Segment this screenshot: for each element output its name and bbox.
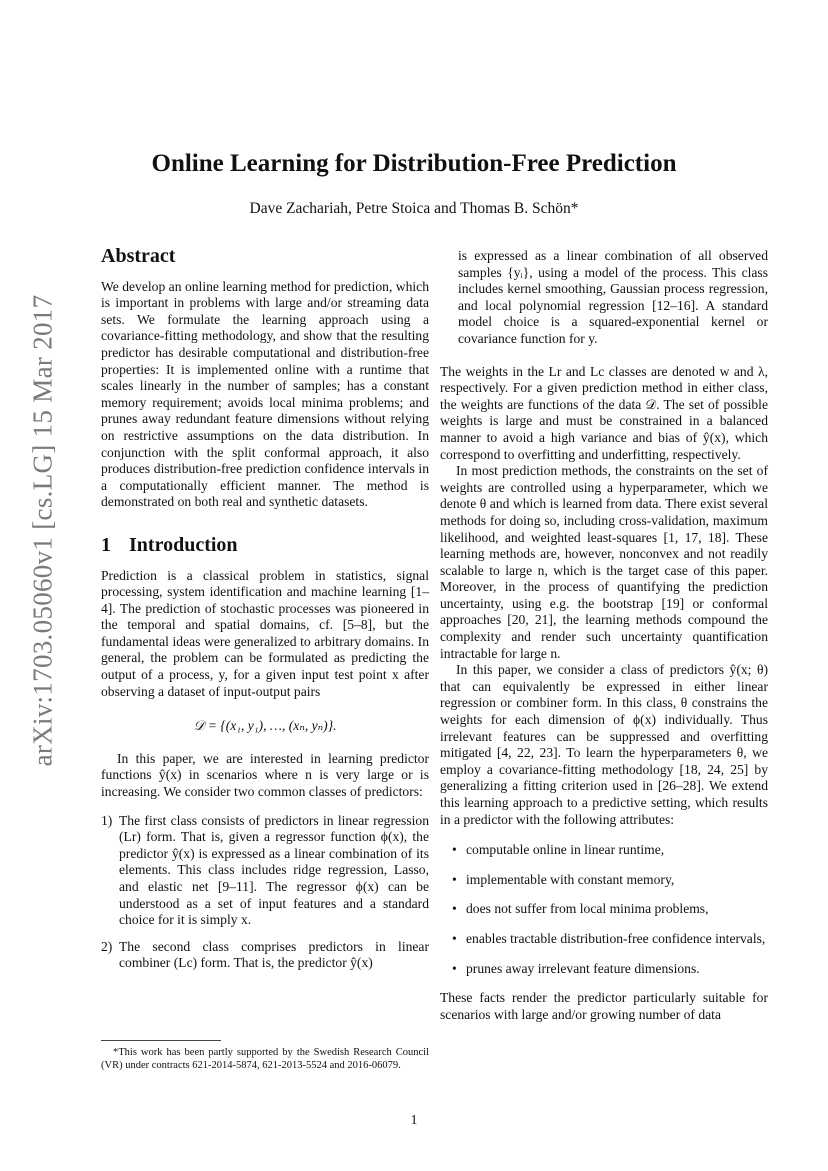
bullet-text: does not suffer from local minima problems, xyxy=(466,901,709,917)
list-item xyxy=(101,939,429,972)
bullet-text: implementable with constant memory, xyxy=(466,871,675,887)
right-paragraph-4: These facts render the predictor particularly suitable for scenarios with large and/or growing number of data xyxy=(440,990,768,1022)
bullet-marker: • xyxy=(452,871,457,887)
left-column xyxy=(101,245,429,982)
section-number: 1 xyxy=(101,533,111,556)
list-item-number: 1) xyxy=(101,812,113,828)
bullet-text: enables tractable distribution-free confidence intervals, xyxy=(466,930,766,946)
list-item-number: 2) xyxy=(101,938,113,954)
bullet-item xyxy=(440,872,768,889)
abstract-text: We develop an online learning method for prediction, which is important in problems with large and/or streaming data sets. We formulate the learning approach using a covariance-fitting methodology, and show that the resulting predictor has desirable computational and distribution-free properties: It is implemented online with a runtime that scales linearly in the number of samples; has a constant memory requirement; avoids local minima problems; and prunes away redundant feature dimensions without relying on restrictive assumptions on the data distribution. In conjunction with the split conformal approach, it also produces distribution-free prediction confidence intervals in a computationally efficient manner. The method is demonstrated on both real and synthetic datasets. xyxy=(101,278,429,510)
bullet-marker: • xyxy=(452,901,457,917)
dataset-equation: 𝒟 = {(x₁, y₁), …, (xₙ, yₙ)}. xyxy=(193,718,337,734)
bullet-text: computable online in linear runtime, xyxy=(466,842,665,858)
right-paragraph-1: The weights in the Lr and Lc classes are denoted w and λ, respectively. For a given prediction method in either class, the weights are functions of the data 𝒟. The set of possible weights is large and must be constrained in a balanced manner to avoid a high variance and bias of ŷ(x), which correspond to overfitting and underfitting, respectively. xyxy=(440,363,768,462)
arxiv-identifier xyxy=(26,120,60,940)
paper-authors: Dave Zachariah, Petre Stoica and Thomas B. Schön* xyxy=(249,200,579,217)
list-item-text: The second class comprises predictors in linear combiner (Lc) form. That is, the predictor ŷ(x) xyxy=(119,938,429,971)
introduction-heading xyxy=(101,533,429,556)
list-continuation: is expressed as a linear combination of all observed samples {yᵢ}, using a model of the process. This class includes kernel smoothing, Gaussian process regression, and local polynomial regression [12–16]. A standard model choice is a squared-exponential kernel or covariance function for y. xyxy=(458,248,768,346)
bullet-item xyxy=(440,961,768,978)
bullet-text: prunes away irrelevant feature dimensions. xyxy=(466,960,700,976)
bullet-item xyxy=(440,931,768,948)
page-number: 1 xyxy=(410,1112,418,1127)
list-item xyxy=(101,813,429,929)
bullet-item xyxy=(440,901,768,918)
bullet-marker: • xyxy=(452,930,457,946)
footnote-rule xyxy=(101,1040,221,1041)
paper-title: Online Learning for Distribution-Free Prediction xyxy=(151,150,677,177)
attribute-bullet-list xyxy=(440,842,768,977)
abstract-heading: Abstract xyxy=(101,245,176,267)
right-paragraph-3: In this paper, we consider a class of predictors ŷ(x; θ) that can equivalently be expressed in either linear regression or combiner form. In this class, θ constrains the weights for each dimension of ϕ(x) individually. Thus irrelevant features can be suppressed and overfitting mitigated [4, 22, 23]. To learn the hyperparameters θ, we employ a covariance-fitting methodology [18, 24, 25] by generalizing a fitting criterion used in [26–28]. We extend this learning approach to a predictive setting, which results in a predictor with the following attributes: xyxy=(440,662,768,827)
footnote xyxy=(101,1040,429,1072)
bullet-marker: • xyxy=(452,960,457,976)
section-title: Introduction xyxy=(129,533,238,556)
list-item-text: The first class consists of predictors in linear regression (Lr) form. That is, given a regressor function ϕ(x), the predictor ŷ(x) is expressed as a linear combination of its elements. This class includes ridge regression, Lasso, and elastic net [9–11]. The regressor ϕ(x) can be understood as a set of input features and a standard choice for it is simply x. xyxy=(119,812,429,928)
bullet-item xyxy=(440,842,768,859)
bullet-marker: • xyxy=(452,842,457,858)
intro-paragraph-1: Prediction is a classical problem in statistics, signal processing, system identification and machine learning [1–4]. The prediction of stochastic processes was pioneered in the temporal and spatial domains, cf. [5–8], but the fundamental ideas were generalized to arbitrary domains. In general, the problem can be formulated as predicting the output of a process, y, for a given input test point x after observing a dataset of input-output pairs xyxy=(101,567,429,699)
right-column xyxy=(440,248,768,1023)
footnote-text: *This work has been partly supported by the Swedish Research Council (VR) under contracts 621-2014-5874, 621-2013-5524 and 2016-06079. xyxy=(101,1047,429,1071)
right-paragraph-2: In most prediction methods, the constraints on the set of weights are controlled using a hyperparameter, which we denote θ and which is learned from data. There exist several methods for doing so, including cross-validation, maximum likelihood, and weighted least-squares [1, 17, 18]. These learning methods are, however, nonconvex and not readily scalable to large n, which is the target case of this paper. Moreover, in the process of quantifying the prediction uncertainty, using e.g. the bootstrap [19] or conformal approaches [20, 21], the learning methods compound the complexity and render such uncertainty quantification intractable for large n. xyxy=(440,463,768,661)
predictor-class-list xyxy=(101,813,429,972)
arxiv-identifier-text: arXiv:1703.05060v1 [cs.LG] 15 Mar 2017 xyxy=(27,294,58,766)
intro-paragraph-2: In this paper, we are interested in learning predictor functions ŷ(x) in scenarios where n is very large or is increasing. We consider two common classes of predictors: xyxy=(101,750,429,800)
